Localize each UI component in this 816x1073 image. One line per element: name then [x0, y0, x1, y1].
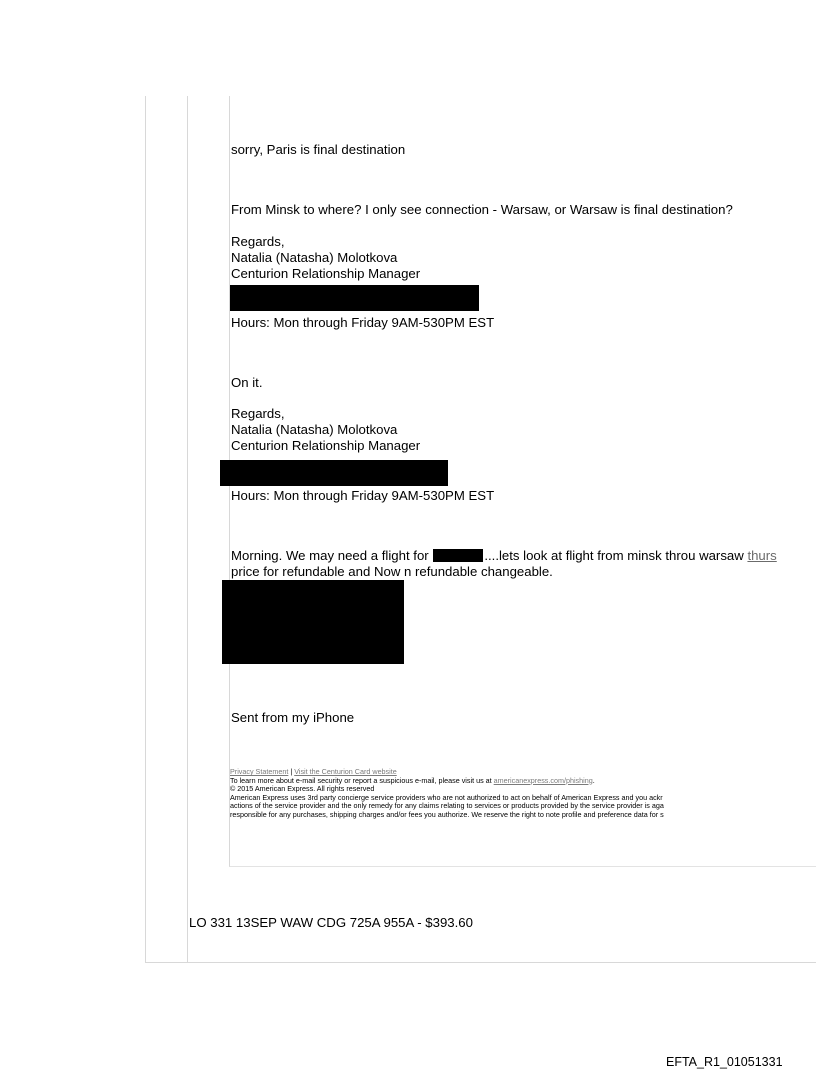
message-morning-part2: ....lets look at flight from minsk throu warsaw [484, 548, 748, 563]
signature-hours: Hours: Mon through Friday 9AM-530PM EST [231, 315, 495, 330]
redaction-block [220, 460, 448, 486]
signature-hours: Hours: Mon through Friday 9AM-530PM EST [231, 488, 495, 503]
security-suffix: . [592, 775, 595, 785]
signature-name: Natalia (Natasha) Molotkova [231, 250, 398, 265]
copyright: © 2015 American Express. All rights reserved [230, 784, 375, 793]
message-morning-line2: price for refundable and Now n refundable changeable. [231, 564, 553, 579]
message-morning [231, 548, 777, 564]
privacy-statement-link[interactable]: Privacy Statement [230, 767, 289, 776]
disclaimer-line: American Express uses 3rd party concierge service providers who are not authorized to act on behalf of American Express and you ackr [230, 792, 663, 802]
inline-redaction [433, 549, 483, 562]
message-on-it: On it. [231, 375, 263, 390]
signature-title: Centurion Relationship Manager [231, 438, 421, 453]
email-footer [230, 768, 664, 819]
signature-name: Natalia (Natasha) Molotkova [231, 422, 398, 437]
signature-regards: Regards, [231, 234, 285, 249]
sent-from-iphone: Sent from my iPhone [231, 710, 355, 725]
disclaimer-line: actions of the service provider and the only remedy for any claims relating to services or products provided by the service provider is aga [230, 801, 664, 810]
message-paris-final: sorry, Paris is final destination [231, 142, 406, 157]
security-text: To learn more about e-mail security or report a suspicious e-mail, please visit us at [230, 775, 494, 785]
document-id: EFTA_R1_01051331 [666, 1055, 783, 1069]
flight-details: LO 331 13SEP WAW CDG 725A 955A - $393.60 [189, 915, 473, 930]
footer-separator: | [288, 767, 295, 776]
signature-regards: Regards, [231, 406, 285, 421]
redaction-block [222, 580, 404, 664]
inner-quote-rule [187, 96, 188, 962]
redaction-block [230, 285, 479, 311]
message-minsk-question: From Minsk to where? I only see connection - Warsaw, or Warsaw is final destination? [231, 202, 733, 217]
signature-title: Centurion Relationship Manager [231, 266, 421, 281]
thurs-link[interactable]: thurs [747, 548, 777, 563]
centurion-website-link[interactable]: Visit the Centurion Card website [294, 767, 397, 776]
message-morning-part1: Morning. We may need a flight for [231, 548, 433, 563]
disclaimer-line: responsible for any purchases, shipping charges and/or fees you authorize. We reserve the right to note profile and preference data for s [230, 809, 664, 819]
phishing-link[interactable]: americanexpress.com/phishing [493, 775, 593, 785]
